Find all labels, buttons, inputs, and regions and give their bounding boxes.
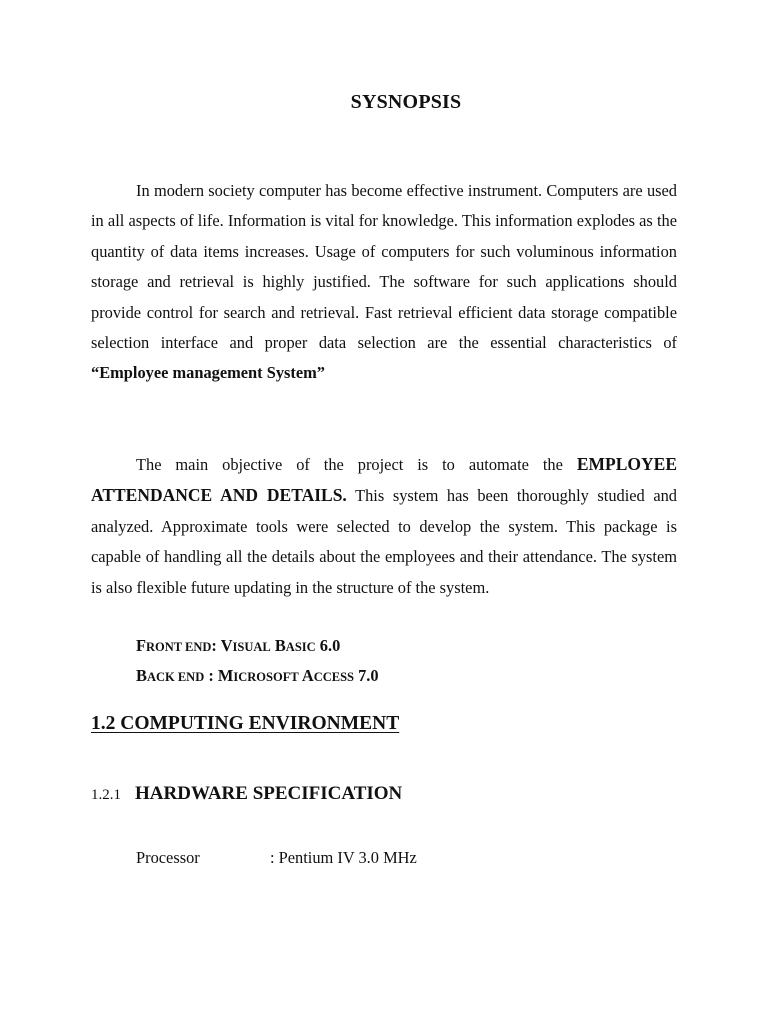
front-end-text: 6.0 [315, 636, 341, 655]
spec-row-processor [136, 848, 417, 868]
front-end-text: ISUAL [232, 640, 271, 654]
subsection-number: 1.2.1 [91, 787, 121, 803]
spec-label: Processor [136, 848, 200, 867]
spec-value: : Pentium IV 3.0 MHz [270, 848, 417, 867]
subsection-title: HARDWARE SPECIFICATION [135, 783, 403, 804]
back-end-text: CCESS [313, 670, 355, 684]
back-end-text: ACK END [146, 670, 205, 684]
front-end-text: RONT END [146, 640, 212, 654]
back-end-line [136, 666, 379, 687]
subsection-heading [91, 783, 402, 805]
front-end-text: : [211, 636, 221, 655]
intro-paragraph [91, 176, 677, 389]
objective-paragraph [91, 449, 677, 603]
back-end-text: B [136, 666, 147, 685]
front-end-text: ASIC [285, 640, 316, 654]
back-end-text: M [217, 666, 234, 685]
front-end-line [136, 636, 340, 657]
intro-text: In modern society computer has become effective instrument. Computers are used in all aspects of life. Information is vital for knowledge. This information explodes as the quantity of data items increases. Usage of computers for such voluminous information storage and retrieval is highly justified. The software for such applications should provide control for search and retrieval. Fast retrieval efficient data storage compatible selection interface and proper data selection are the essential characteristics of [91, 181, 677, 353]
back-end-text: ICROSOFT [233, 670, 299, 684]
front-end-text: F [136, 636, 147, 655]
objective-rest-text: This system has been thoroughly studied and analyzed. Approximate tools were selected to develop the system. This package is capable of handling all the details about the employees and their attendance. The system is also flexible future updating in the structure of the system. [91, 486, 677, 597]
section-heading: 1.2 COMPUTING ENVIRONMENT [91, 713, 400, 734]
front-end-text: V [220, 636, 233, 655]
back-end-text: : [204, 666, 218, 685]
back-end-text: A [301, 666, 314, 685]
objective-lead-text: The main objective of the project is to automate the [136, 455, 577, 474]
front-end-text: B [274, 636, 286, 655]
back-end-text: 7.0 [354, 666, 379, 685]
objective-emphasis: EMPLOYEE ATTENDANCE AND DETAILS. [91, 454, 677, 506]
page-title: SYSNOPSIS [350, 91, 462, 113]
system-name-emphasis: “Employee management System” [91, 363, 325, 383]
